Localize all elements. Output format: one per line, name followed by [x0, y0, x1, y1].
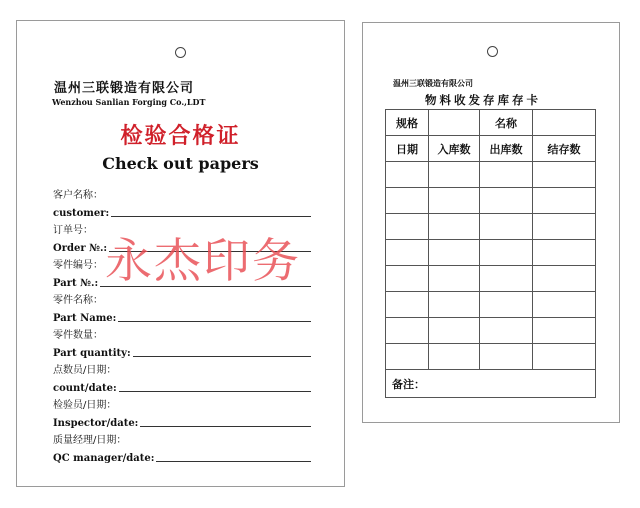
entry-cell[interactable]	[429, 188, 480, 214]
entry-cell[interactable]	[533, 344, 596, 370]
company-name-en: Wenzhou Sanlian Forging Co.,LDT	[52, 97, 206, 107]
field-label: 质量经理/日期：	[53, 435, 127, 446]
form-field	[53, 325, 311, 341]
field-label: 检验员/日期：	[53, 400, 117, 411]
spec-label: 规格	[386, 110, 429, 136]
entry-cell[interactable]	[480, 318, 533, 344]
entry-cell[interactable]	[533, 214, 596, 240]
hang-hole-icon	[487, 46, 498, 57]
field-underline[interactable]	[133, 356, 311, 357]
entry-cell[interactable]	[386, 240, 429, 266]
field-label: 点数员/日期：	[53, 365, 117, 376]
entry-cell[interactable]	[533, 162, 596, 188]
field-label: Part quantity:	[53, 348, 131, 359]
title-cn: 检验合格证	[120, 124, 241, 149]
field-label: 零件数量：	[53, 330, 103, 341]
table-row	[386, 214, 596, 240]
name-label: 名称	[480, 110, 533, 136]
entry-cell[interactable]	[386, 162, 429, 188]
field-underline[interactable]	[111, 216, 311, 217]
entry-cell[interactable]	[480, 240, 533, 266]
entry-cell[interactable]	[429, 162, 480, 188]
spec-value-cell	[429, 110, 480, 136]
form-field	[53, 448, 311, 464]
entry-cell[interactable]	[480, 344, 533, 370]
table-row	[386, 266, 596, 292]
form-field	[53, 413, 311, 429]
column-header: 出库数	[480, 136, 533, 162]
table-row	[386, 162, 596, 188]
table-row	[386, 292, 596, 318]
table-row	[386, 240, 596, 266]
title-en: Check out papers	[102, 154, 259, 173]
column-header: 日期	[386, 136, 429, 162]
entry-cell[interactable]	[386, 318, 429, 344]
entry-cell[interactable]	[533, 266, 596, 292]
entry-cell[interactable]	[429, 214, 480, 240]
field-label: 零件名称：	[53, 295, 103, 306]
field-label: Part №.:	[53, 278, 99, 289]
company-name-cn: 温州三联锻造有限公司	[54, 81, 195, 96]
field-label: 订单号：	[53, 225, 93, 236]
form-field	[53, 343, 311, 359]
entry-cell[interactable]	[386, 214, 429, 240]
form-field	[53, 430, 311, 446]
remarks-label: 备注：	[386, 370, 596, 398]
field-label: 客户名称：	[53, 190, 103, 201]
table-row	[386, 318, 596, 344]
hang-hole-icon	[175, 47, 186, 58]
entry-cell[interactable]	[429, 240, 480, 266]
form-field	[53, 290, 311, 306]
inventory-company-name: 温州三联锻造有限公司	[393, 79, 473, 88]
entry-cell[interactable]	[386, 292, 429, 318]
column-header: 入库数	[429, 136, 480, 162]
field-label: Order №.:	[53, 243, 108, 254]
field-label: Part Name:	[53, 313, 117, 324]
entry-cell[interactable]	[429, 266, 480, 292]
table-row	[386, 188, 596, 214]
form-field	[53, 308, 311, 324]
entry-cell[interactable]	[480, 214, 533, 240]
remarks-row	[386, 370, 596, 398]
entry-cell[interactable]	[429, 292, 480, 318]
entry-cell[interactable]	[429, 318, 480, 344]
form-field	[53, 185, 311, 201]
inventory-table	[385, 109, 596, 398]
entry-cell[interactable]	[533, 292, 596, 318]
field-label: Inspector/date:	[53, 418, 139, 429]
entry-cell[interactable]	[480, 266, 533, 292]
inventory-title: 物料收发存库存卡	[425, 93, 541, 107]
form-field	[53, 203, 311, 219]
entry-cell[interactable]	[386, 188, 429, 214]
entry-cell[interactable]	[386, 344, 429, 370]
entry-cell[interactable]	[480, 162, 533, 188]
table-row	[386, 344, 596, 370]
field-underline[interactable]	[118, 321, 311, 322]
entry-cell[interactable]	[386, 266, 429, 292]
field-label: customer:	[53, 208, 110, 219]
name-value-cell	[533, 110, 596, 136]
field-label: 零件编号：	[53, 260, 103, 271]
inventory-card	[362, 22, 620, 423]
field-underline[interactable]	[156, 461, 311, 462]
field-label: count/date:	[53, 383, 117, 394]
watermark: 永杰印务	[105, 234, 301, 289]
entry-cell[interactable]	[429, 344, 480, 370]
entry-cell[interactable]	[480, 292, 533, 318]
entry-cell[interactable]	[533, 188, 596, 214]
field-underline[interactable]	[140, 426, 311, 427]
form-field	[53, 395, 311, 411]
field-underline[interactable]	[119, 391, 311, 392]
entry-cell[interactable]	[533, 318, 596, 344]
form-field	[53, 378, 311, 394]
form-field	[53, 360, 311, 376]
field-label: QC manager/date:	[53, 453, 155, 464]
column-header: 结存数	[533, 136, 596, 162]
entry-cell[interactable]	[533, 240, 596, 266]
entry-cell[interactable]	[480, 188, 533, 214]
